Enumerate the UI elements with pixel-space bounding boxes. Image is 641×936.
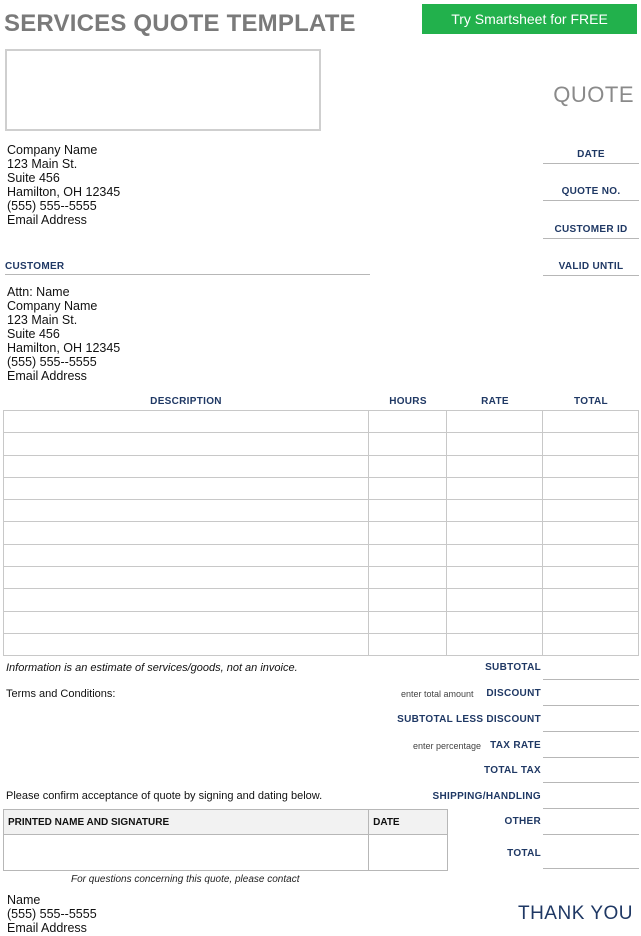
hours-cell[interactable] [369,589,447,611]
address-line: Suite 456 [7,327,60,341]
rate-cell[interactable] [447,522,543,544]
subtotal-value[interactable] [543,679,639,680]
total-cell[interactable] [543,477,639,499]
contact-line: (555) 555--5555 [7,907,97,921]
hours-cell[interactable] [369,544,447,566]
hours-cell[interactable] [369,611,447,633]
total-cell[interactable] [543,544,639,566]
description-cell[interactable] [4,500,369,522]
other-value[interactable] [543,834,639,835]
line-items-table [3,410,639,656]
description-cell[interactable] [4,477,369,499]
shipping-label: SHIPPING/HANDLING [432,791,541,802]
description-cell[interactable] [4,522,369,544]
valid-until-field[interactable]: VALID UNTIL [543,261,639,276]
total-label: TOTAL [507,848,541,859]
total-cell[interactable] [543,411,639,433]
description-cell[interactable] [4,567,369,589]
quote-number-field[interactable]: QUOTE NO. [543,186,639,201]
tax-rate-label: TAX RATE [490,740,541,751]
signature-date-input[interactable] [369,835,448,871]
description-cell[interactable] [4,433,369,455]
hours-cell[interactable] [369,477,447,499]
table-row [4,411,639,433]
subtotal-less-discount-value[interactable] [543,731,639,732]
table-row [4,589,639,611]
try-smartsheet-button[interactable]: Try Smartsheet for FREE [422,4,637,34]
contact-note: For questions concerning this quote, please contact [71,874,300,885]
confirm-text: Please confirm acceptance of quote by signing and dating below. [6,790,323,802]
hours-cell[interactable] [369,411,447,433]
table-row [4,433,639,455]
address-line: 123 Main St. [7,313,78,327]
thank-you-text: THANK YOU [517,903,633,924]
rate-cell[interactable] [447,500,543,522]
total-cell[interactable] [543,522,639,544]
address-line: (555) 555--5555 [7,199,97,213]
hours-cell[interactable] [369,455,447,477]
tax-rate-hint: enter percentage [413,741,482,751]
signature-date-header: DATE [369,810,448,835]
address-line: 123 Main St. [7,157,78,171]
column-header-rate: RATE [481,396,509,407]
total-tax-label: TOTAL TAX [484,765,541,776]
description-cell[interactable] [4,544,369,566]
discount-label: DISCOUNT [486,688,541,699]
subtotal-less-discount-label: SUBTOTAL LESS DISCOUNT [397,714,541,725]
total-cell[interactable] [543,455,639,477]
address-line: Attn: Name [7,285,70,299]
address-line: Suite 456 [7,171,60,185]
column-header-description: DESCRIPTION [150,396,222,407]
tax-rate-value[interactable] [543,757,639,758]
company-address [7,143,120,227]
address-line: Company Name [7,143,98,157]
table-row [4,611,639,633]
hours-cell[interactable] [369,633,447,655]
customer-address [7,285,120,383]
rate-cell[interactable] [447,455,543,477]
hours-cell[interactable] [369,433,447,455]
address-line: Hamilton, OH 12345 [7,341,121,355]
total-cell[interactable] [543,433,639,455]
total-cell[interactable] [543,589,639,611]
date-field[interactable]: DATE [543,149,639,164]
description-cell[interactable] [4,611,369,633]
total-value[interactable] [543,868,639,869]
customer-section-label: CUSTOMER [5,261,370,275]
hours-cell[interactable] [369,567,447,589]
signature-input[interactable] [4,835,369,871]
rate-cell[interactable] [447,433,543,455]
estimate-note: Information is an estimate of services/goods, not an invoice. [6,662,298,674]
description-cell[interactable] [4,411,369,433]
table-row [4,544,639,566]
contact-line: Name [7,893,41,907]
discount-value[interactable] [543,705,639,706]
table-row [4,455,639,477]
hours-cell[interactable] [369,522,447,544]
address-line: Email Address [7,369,87,383]
subtotal-label: SUBTOTAL [485,662,541,673]
total-cell[interactable] [543,567,639,589]
table-row [4,633,639,655]
total-tax-value[interactable] [543,782,639,783]
rate-cell[interactable] [447,611,543,633]
address-line: Hamilton, OH 12345 [7,185,121,199]
other-label: OTHER [504,816,541,827]
table-row [4,477,639,499]
rate-cell[interactable] [447,589,543,611]
rate-cell[interactable] [447,544,543,566]
address-line: Company Name [7,299,98,313]
total-cell[interactable] [543,633,639,655]
quote-heading: QUOTE [553,82,634,107]
description-cell[interactable] [4,633,369,655]
table-row [4,522,639,544]
rate-cell[interactable] [447,477,543,499]
column-header-hours: HOURS [389,396,427,407]
terms-label: Terms and Conditions: [6,688,116,700]
discount-hint: enter total amount [401,689,474,699]
rate-cell[interactable] [447,633,543,655]
logo-placeholder[interactable] [5,49,321,131]
rate-cell[interactable] [447,411,543,433]
description-cell[interactable] [4,589,369,611]
contact-line: Email Address [7,921,87,935]
address-line: Email Address [7,213,87,227]
total-cell[interactable] [543,500,639,522]
description-cell[interactable] [4,455,369,477]
signature-header: PRINTED NAME AND SIGNATURE [4,810,369,835]
signature-table [3,809,448,871]
address-line: (555) 555--5555 [7,355,97,369]
table-row [4,567,639,589]
shipping-value[interactable] [543,808,639,809]
column-header-total: TOTAL [574,396,608,407]
customer-id-field[interactable]: CUSTOMER ID [543,224,639,239]
total-cell[interactable] [543,611,639,633]
table-row [4,500,639,522]
contact-block [7,893,97,935]
rate-cell[interactable] [447,567,543,589]
hours-cell[interactable] [369,500,447,522]
page-title: SERVICES QUOTE TEMPLATE [4,10,356,37]
